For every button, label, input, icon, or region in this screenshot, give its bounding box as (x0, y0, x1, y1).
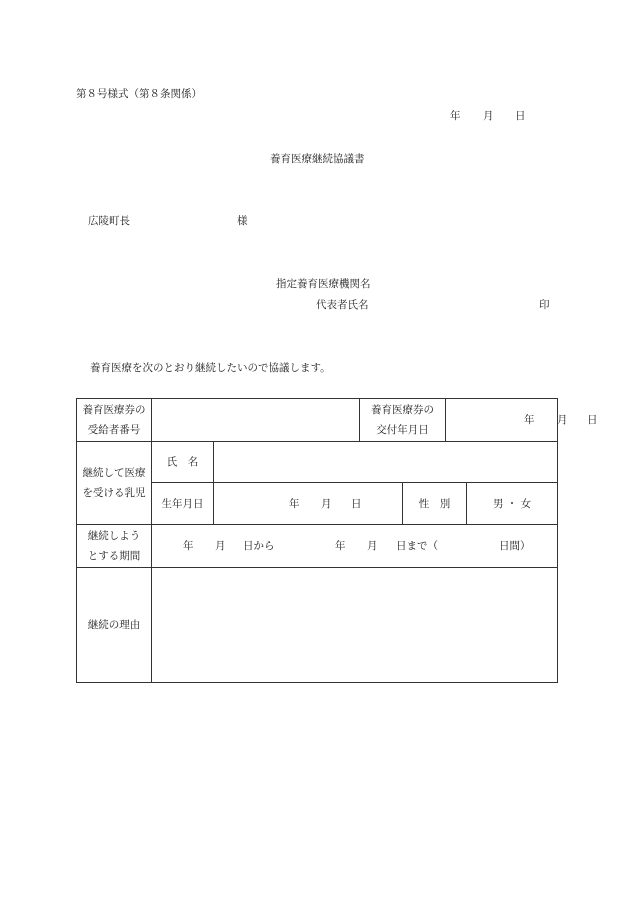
addressee-name: 広陵町長 (88, 215, 130, 227)
document-title: 養育医療継続協議書 (270, 153, 365, 165)
recipient-number-field[interactable] (152, 399, 360, 442)
addressee-suffix: 様 (237, 215, 248, 227)
period-to-year: 年 (335, 540, 346, 552)
name-label: 氏 名 (152, 442, 214, 483)
sex-label: 性 別 (403, 483, 467, 525)
infant-name-field[interactable] (214, 442, 558, 483)
reason-field[interactable] (152, 568, 558, 683)
continuation-form-table (76, 398, 598, 683)
date-month-label: 月 (483, 110, 494, 122)
period-label: 継続しよう とする期間 (77, 525, 152, 568)
row-reason (77, 568, 558, 683)
period-to-day: 日まで（ (396, 540, 438, 552)
issue-year-label: 年 (524, 414, 535, 426)
representative-label: 代表者氏名 (316, 299, 369, 311)
row-infant-name (77, 442, 558, 483)
reason-label: 継続の理由 (77, 568, 152, 683)
period-from-year: 年 (183, 540, 194, 552)
statement-text: 養育医療を次のとおり継続したいので協議します。 (90, 362, 331, 374)
seal-mark: 印 (539, 299, 550, 311)
sex-options[interactable]: 男 ・ 女 (467, 483, 558, 525)
issue-date-label: 養育医療券の 交付年月日 (360, 399, 446, 442)
period-from-month: 月 (215, 540, 226, 552)
period-field[interactable] (152, 525, 558, 568)
issue-month-label: 月 (557, 414, 568, 426)
date-year-label: 年 (450, 110, 461, 122)
period-from-day: 日から (243, 540, 275, 552)
issue-date-field[interactable] (446, 399, 598, 442)
birth-year-label: 年 (289, 498, 300, 510)
birth-date-field[interactable] (214, 483, 403, 525)
institution-label: 指定養育医療機関名 (276, 278, 371, 290)
issue-day-label: 日 (587, 414, 598, 426)
period-days-suffix: 日間） (499, 540, 531, 552)
recipient-number-label: 養育医療券の 受給者番号 (77, 399, 152, 442)
date-day-label: 日 (515, 110, 526, 122)
birth-day-label: 日 (351, 498, 362, 510)
birth-month-label: 月 (321, 498, 332, 510)
infant-label: 継続して医療 を受ける乳児 (77, 442, 152, 525)
row-period (77, 525, 558, 568)
form-number: 第８号様式（第８条関係） (76, 88, 202, 100)
period-to-month: 月 (367, 540, 378, 552)
row-recipient (77, 399, 558, 442)
birth-date-label: 生年月日 (152, 483, 214, 525)
